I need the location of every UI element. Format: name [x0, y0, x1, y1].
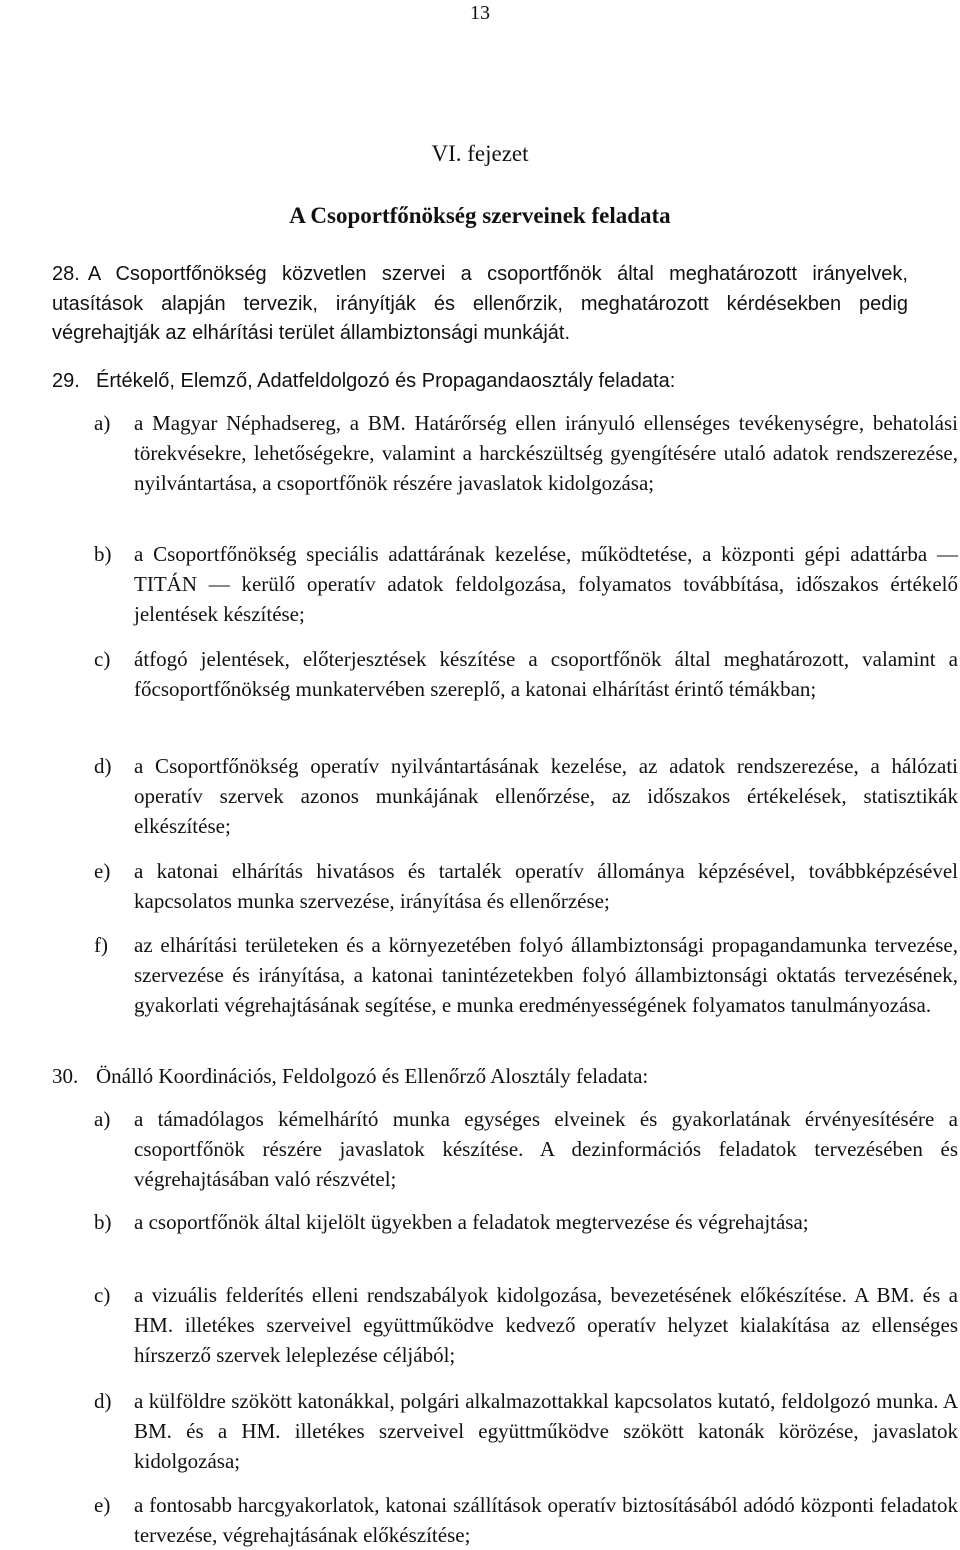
paragraph-text: A Csoportfőnökség közvetlen szervei a csoportfőnök által meghatározott irányelvek, utasítások alapján tervezik, irányítják és ellenőrzik, meghatározott kérdésekben pedig végrehajtják az elhárítási terület állambiztonsági munkáját. — [52, 263, 908, 345]
item-text: a Magyar Néphadsereg, a BM. Határőrség ellen irányuló ellenséges tevékenységre, behatolási törekvésekre, lehetőségekre, valamint a harckészültség gyengítésére utaló adatok rendszerezése, nyilvántartása, a csoportfőnök részére javaslatok kidolgozása; — [134, 411, 958, 495]
item-text: a külföldre szökött katonákkal, polgári alkalmazottakkal kapcsolatos kutató, feldolgozó munka. A BM. és a HM. illetékes szerveivel együttműködve szökött katonák körözése, javaslatok kidolgozása; — [134, 1389, 958, 1473]
item-text: az elhárítási területeken és a környezetében folyó állambiztonsági propagandamunka tervezése, szervezése és irányítása, a katonai tanintézetekben folyó állambiztonsági oktatás tervezésének, gyakorlati végrehajtásának segítése, e munka eredményességének folyamatos tanulmányozása. — [134, 933, 958, 1017]
section-title: A Csoportfőnökség szerveinek feladata — [289, 203, 671, 228]
paragraph-28 — [52, 260, 908, 349]
heading-text: Önálló Koordinációs, Feldolgozó és Ellenőrző Alosztály feladata: — [96, 1064, 649, 1088]
item-label: b) — [94, 1210, 112, 1234]
item-text: a Csoportfőnökség operatív nyilvántartásának kezelése, az adatok rendszerezése, a hálózati operatív szervek azonos munkájának ellenőrzése, az időszakos értékelések, statisztikák elkészítése; — [134, 754, 958, 838]
item-text: a katonai elhárítás hivatásos és tartalék operatív állománya képzésével, továbbképzésével kapcsolatos munka szervezése, irányítása és ellenőrzése; — [134, 859, 958, 913]
item-text: a fontosabb harcgyakorlatok, katonai szállítások operatív biztosításából adódó központi feladatok tervezése, végrehajtásának előkészítése; — [134, 1493, 958, 1547]
paragraph-number: 30. — [52, 1064, 79, 1088]
paragraph-number: 29. — [52, 370, 80, 392]
item-label: e) — [94, 1493, 111, 1517]
paragraph-29-heading — [52, 367, 675, 395]
page-number: 13 — [470, 2, 490, 24]
item-label: e) — [94, 859, 111, 883]
item-label: c) — [94, 647, 111, 671]
item-text: a támadólagos kémelhárító munka egységes elveinek és gyakorlatának érvényesítésére a csoportfőnök részére javaslatok készítése. A dezinformációs feladatok tervezésében és végrehajtásában való részvétel; — [134, 1107, 958, 1191]
item-label: b) — [94, 542, 112, 566]
item-label: d) — [94, 754, 112, 778]
item-text: átfogó jelentések, előterjesztések készítése a csoportfőnök által meghatározott, valamint a főcsoportfőnökség munkatervében szereplő, a katonai elhárítást érintő témákban; — [134, 647, 958, 701]
paragraph-30-heading — [52, 1062, 648, 1090]
item-label: a) — [94, 1107, 111, 1131]
item-text: a Csoportfőnökség speciális adattárának kezelése, működtetése, a központi gépi adattárba — TITÁN — kerülő operatív adatok feldolgozása, folyamatos továbbítása, időszakos értékelő jelentések készítése; — [134, 542, 958, 626]
paragraph-number: 28. — [52, 263, 80, 285]
item-label: c) — [94, 1283, 111, 1307]
item-text: a vizuális felderítés elleni rendszabályok kidolgozása, bevezetésének előkészítése. A BM. és a HM. illetékes szerveivel együttműködve kedvező operatív helyzet kialakítása az ellenséges hírszerző szervek leleplezése céljából; — [134, 1283, 958, 1367]
item-label: f) — [94, 933, 108, 957]
heading-text: Értékelő, Elemző, Adatfeldolgozó és Propagandaosztály feladata: — [96, 370, 676, 392]
item-label: a) — [94, 411, 111, 435]
item-text: a csoportfőnök által kijelölt ügyekben a feladatok megtervezése és végrehajtása; — [134, 1210, 809, 1234]
chapter-heading: VI. fejezet — [431, 141, 529, 166]
item-label: d) — [94, 1389, 112, 1413]
